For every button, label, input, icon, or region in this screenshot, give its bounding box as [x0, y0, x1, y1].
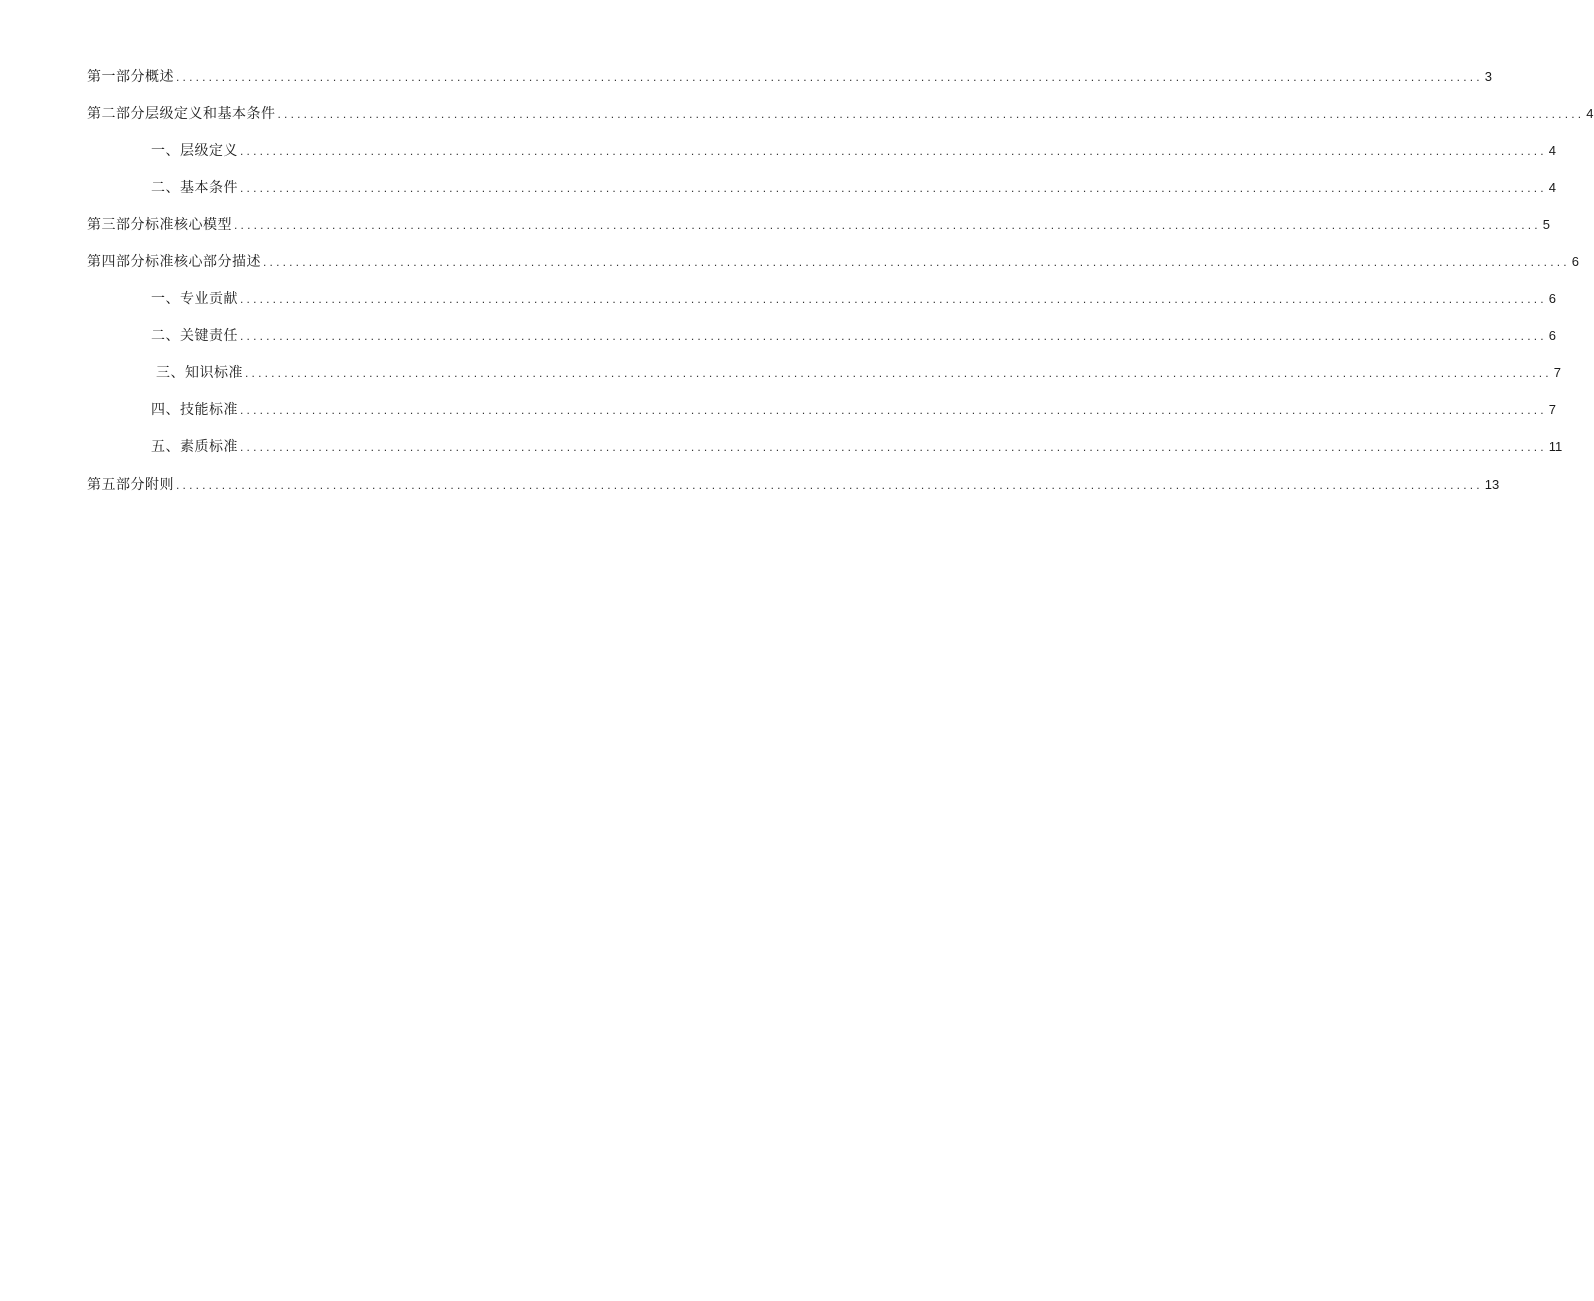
toc-entry[interactable] — [151, 177, 1557, 199]
toc-page-number: 13 — [1484, 477, 1500, 492]
toc-entry[interactable] — [156, 362, 1562, 384]
toc-page-number: 5 — [1542, 217, 1551, 232]
toc-entry[interactable] — [151, 288, 1557, 310]
toc-entry[interactable] — [151, 325, 1557, 347]
toc-entry[interactable] — [151, 399, 1557, 421]
toc-leader-dots: ........................................................................................................................................................................................................ — [240, 292, 1547, 306]
toc-entry-title: 一、专业贡献 — [151, 291, 238, 307]
toc-entry-title: 第五部分附则 — [87, 477, 174, 493]
toc-leader-dots: ........................................................................................................................................................................................................ — [245, 366, 1552, 380]
toc-leader-dots: ........................................................................................................................................................................................................ — [176, 70, 1483, 84]
toc-page-number: 7 — [1553, 365, 1562, 380]
toc-page-number: 4 — [1586, 106, 1594, 121]
toc-leader-dots: ........................................................................................................................................................................................................ — [240, 329, 1547, 343]
toc-entry-title: 第三部分标准核心模型 — [87, 217, 232, 233]
toc-entry[interactable] — [87, 66, 1493, 88]
toc-page-number: 11 — [1548, 439, 1563, 454]
toc-leader-dots: ........................................................................................................................................................................................................ — [263, 255, 1570, 269]
toc-page-number: 7 — [1548, 402, 1557, 417]
toc-page-number: 3 — [1484, 69, 1493, 84]
toc-entry[interactable] — [151, 140, 1557, 162]
toc-entry-title: 四、技能标准 — [151, 402, 238, 418]
toc-entry-title: 一、层级定义 — [151, 143, 238, 159]
toc-page-number: 6 — [1548, 291, 1557, 306]
toc-entry-title: 第一部分概述 — [87, 69, 174, 85]
toc-page-number: 6 — [1548, 328, 1557, 343]
toc-entry-title: 第四部分标准核心部分描述 — [87, 254, 261, 270]
toc-entry-title: 三、知识标准 — [156, 365, 243, 381]
toc-page-number: 4 — [1548, 143, 1557, 158]
toc-leader-dots: ........................................................................................................................................................................................................ — [240, 181, 1547, 195]
toc-leader-dots: ........................................................................................................................................................................................................ — [240, 440, 1547, 454]
toc-leader-dots: ........................................................................................................................................................................................................ — [176, 478, 1483, 492]
toc-page-number: 4 — [1548, 180, 1557, 195]
toc-page-number: 6 — [1571, 254, 1580, 269]
toc-entry-title: 二、基本条件 — [151, 180, 238, 196]
toc-entry-title: 第二部分层级定义和基本条件 — [87, 106, 276, 122]
toc-entry[interactable] — [151, 436, 1563, 458]
toc-entry[interactable] — [87, 251, 1580, 273]
toc-entry[interactable] — [87, 214, 1551, 236]
toc-leader-dots: ........................................................................................................................................................................................................ — [277, 107, 1585, 121]
toc-entry[interactable] — [87, 103, 1594, 125]
toc-leader-dots: ........................................................................................................................................................................................................ — [234, 218, 1541, 232]
toc-leader-dots: ........................................................................................................................................................................................................ — [240, 403, 1547, 417]
toc-entry-title: 二、关键责任 — [151, 328, 238, 344]
toc-leader-dots: ........................................................................................................................................................................................................ — [240, 144, 1547, 158]
toc-entry-title: 五、素质标准 — [151, 439, 238, 455]
toc-entry[interactable] — [87, 474, 1500, 496]
